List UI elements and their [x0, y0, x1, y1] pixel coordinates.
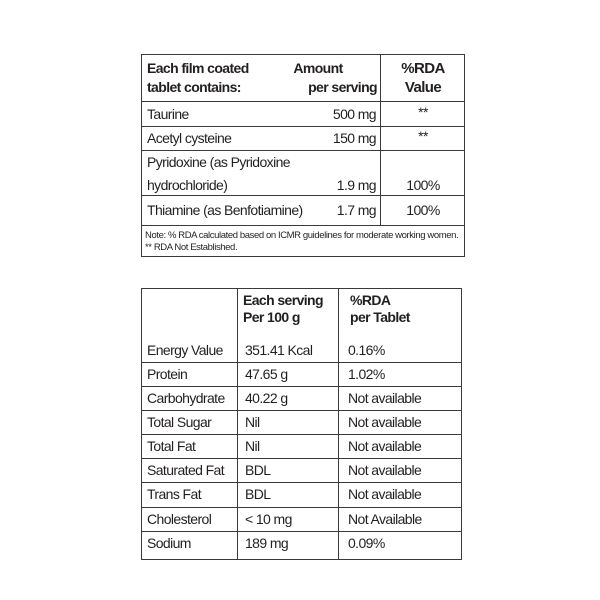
- nutrient-rda: Not available: [348, 390, 422, 406]
- header-rda-line1: %RDA: [401, 60, 445, 77]
- nutrient-value: 351.41 Kcal: [245, 342, 313, 358]
- row-divider: [141, 410, 462, 411]
- nutrient-value: 40.22 g: [245, 390, 288, 406]
- row-divider: [141, 101, 465, 102]
- ingredient-rda: 100%: [406, 202, 440, 218]
- header-rda-line2: per Tablet: [350, 309, 410, 325]
- header-rda-line1: %RDA: [350, 292, 391, 308]
- ingredient-name: Taurine: [147, 106, 189, 122]
- nutrient-value: < 10 mg: [245, 511, 292, 527]
- row-divider: [141, 362, 462, 363]
- nutrient-value: BDL: [245, 486, 271, 502]
- nutrient-value: Nil: [245, 438, 260, 454]
- nutrient-rda: 0.09%: [348, 535, 385, 551]
- nutrient-rda: 1.02%: [348, 366, 385, 382]
- row-divider: [141, 482, 462, 483]
- header-amount-line2: per serving: [308, 79, 377, 95]
- header-ingredient-line2: tablet contains:: [147, 79, 241, 95]
- ingredient-amount: 1.9 mg: [336, 177, 376, 193]
- ingredient-rda: **: [418, 104, 428, 120]
- column-divider: [237, 288, 238, 560]
- row-divider: [141, 150, 465, 151]
- row-divider: [141, 531, 462, 532]
- ingredient-rda: **: [418, 128, 428, 144]
- ingredient-rda: 100%: [406, 177, 440, 193]
- ingredient-name: Acetyl cysteine: [147, 130, 232, 146]
- row-divider: [141, 386, 462, 387]
- nutrient-rda: Not Available: [348, 511, 422, 527]
- nutrient-value: BDL: [245, 462, 271, 478]
- header-amount-line1: Amount: [293, 60, 343, 76]
- ingredient-name: Pyridoxine (as Pyridoxine: [147, 154, 290, 170]
- row-divider: [141, 126, 465, 127]
- nutrient-rda: Not available: [348, 486, 422, 502]
- nutrient-rda: Not available: [348, 462, 422, 478]
- footnote-rda: ** RDA Not Established.: [145, 242, 238, 253]
- header-ingredient-line1: Each film coated: [147, 60, 249, 76]
- row-divider: [141, 507, 462, 508]
- ingredient-amount: 150 mg: [332, 130, 376, 146]
- header-rda-line2: Value: [404, 79, 442, 96]
- row-divider: [141, 195, 465, 196]
- nutrient-name: Cholesterol: [147, 511, 212, 527]
- nutrient-rda: 0.16%: [348, 342, 385, 358]
- nutrient-name: Energy Value: [147, 342, 223, 358]
- row-divider: [141, 434, 462, 435]
- nutrient-rda: Not available: [348, 438, 422, 454]
- nutrient-name: Trans Fat: [147, 486, 201, 502]
- nutrient-name: Protein: [147, 366, 188, 382]
- nutrient-value: 47.65 g: [245, 366, 288, 382]
- header-serving-line2: Per 100 g: [243, 309, 300, 325]
- row-divider: [141, 458, 462, 459]
- column-divider: [338, 288, 339, 560]
- ingredient-name: Thiamine (as Benfotiamine): [147, 202, 303, 218]
- nutrient-name: Total Sugar: [147, 414, 212, 430]
- ingredient-name-line2: hydrochloride): [147, 177, 228, 193]
- nutrient-name: Carbohydrate: [147, 390, 225, 406]
- nutrient-name: Saturated Fat: [147, 462, 225, 478]
- ingredient-amount: 500 mg: [332, 106, 376, 122]
- nutrient-rda: Not available: [348, 414, 422, 430]
- row-divider: [141, 225, 465, 226]
- nutrient-name: Total Fat: [147, 438, 196, 454]
- ingredient-amount: 1.7 mg: [336, 202, 376, 218]
- header-serving-line1: Each serving: [243, 292, 323, 308]
- footnote-icmr: Note: % RDA calculated based on ICMR guidelines for moderate working women.: [145, 230, 459, 241]
- nutrient-value: Nil: [245, 414, 260, 430]
- nutrient-name: Sodium: [147, 535, 191, 551]
- nutrient-value: 189 mg: [245, 535, 289, 551]
